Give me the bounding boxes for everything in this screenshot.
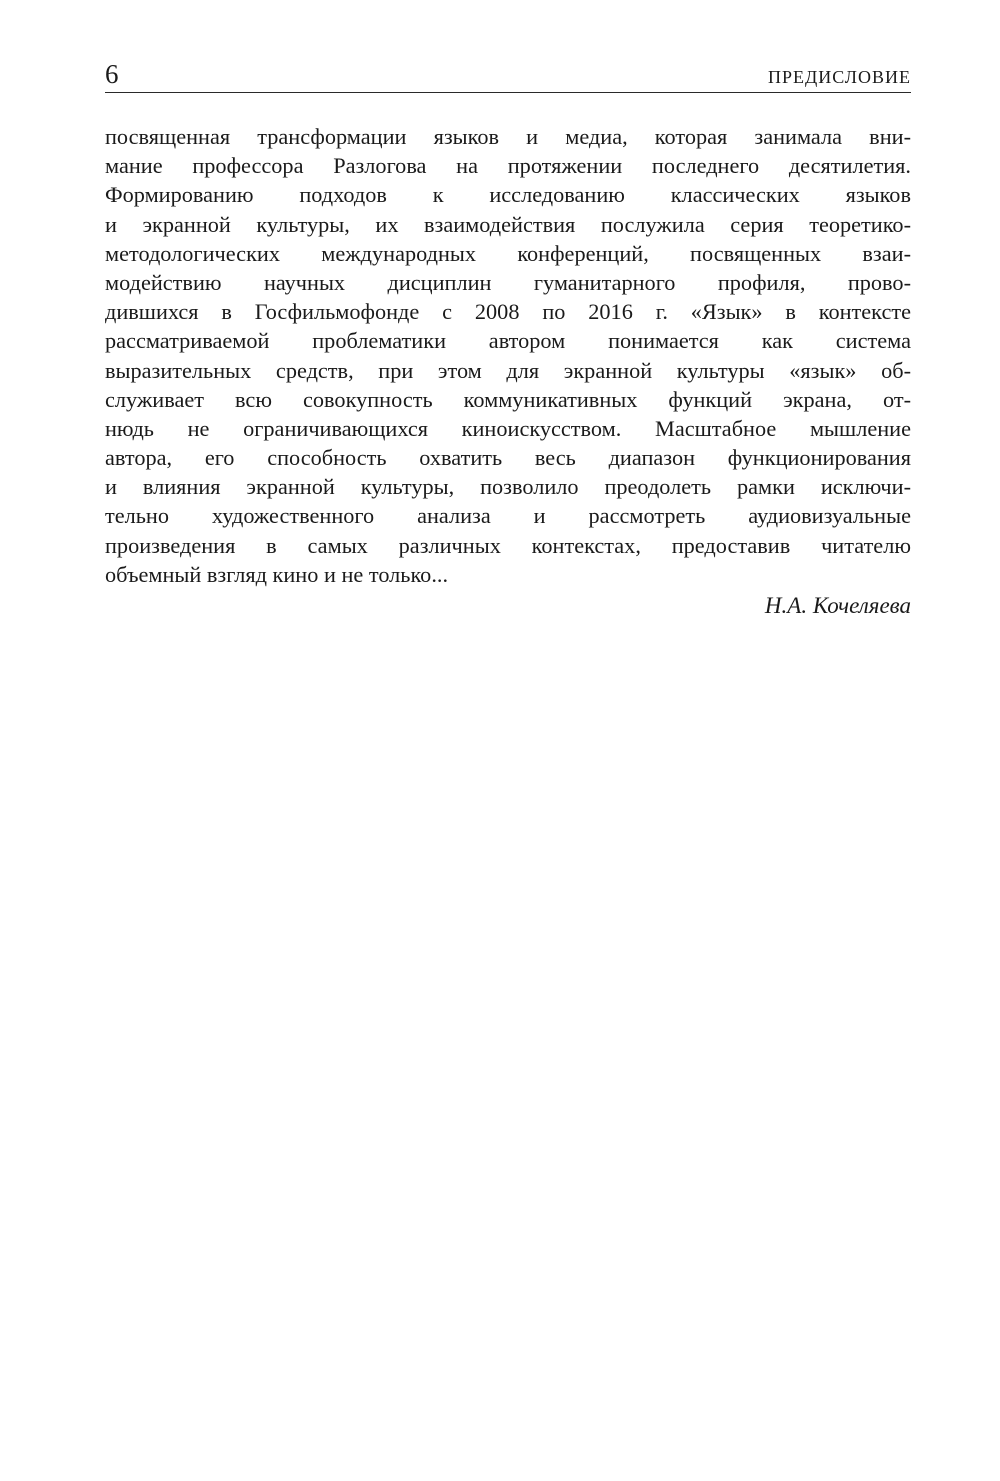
text-line: методологических международных конференций, посвященных взаи-: [105, 240, 911, 266]
text-line: выразительных средств, при этом для экранной культуры «язык» об-: [105, 357, 911, 383]
text-line: тельно художественного анализа и рассмотреть аудиовизуальные: [105, 503, 911, 529]
text-line: объемный взгляд кино и не только...: [105, 561, 449, 587]
text-line: и влияния экранной культуры, позволило преодолеть рамки исключи-: [105, 474, 911, 500]
page-number: 6: [105, 59, 119, 89]
body-paragraph: [105, 122, 911, 589]
section-title: ПРЕДИСЛОВИЕ: [767, 67, 911, 87]
text-line: и экранной культуры, их взаимодействия послужила серия теоретико-: [105, 211, 911, 237]
running-header: [105, 58, 911, 93]
text-line: служивает всю совокупность коммуникативных функций экрана, от-: [105, 386, 911, 412]
text-line: модействию научных дисциплин гуманитарного профиля, прово-: [105, 269, 911, 295]
text-line: дившихся в Госфильмофонде с 2008 по 2016 г. «Язык» в контексте: [105, 299, 911, 325]
text-line: Формированию подходов к исследованию классических языков: [105, 182, 911, 208]
text-line: рассматриваемой проблематики автором понимается как система: [105, 328, 911, 354]
text-line: автора, его способность охватить весь диапазон функционирования: [105, 445, 911, 471]
author-signature: Н.А. Кочеляева: [764, 593, 911, 618]
text-line: нюдь не ограничивающихся киноискусством. Масштабное мышление: [105, 415, 911, 441]
text-line: мание профессора Разлогова на протяжении последнего десятилетия.: [105, 153, 911, 179]
text-line: посвященная трансформации языков и медиа, которая занимала вни-: [105, 124, 911, 149]
text-line: произведения в самых различных контекстах, предоставив читателю: [105, 532, 911, 558]
